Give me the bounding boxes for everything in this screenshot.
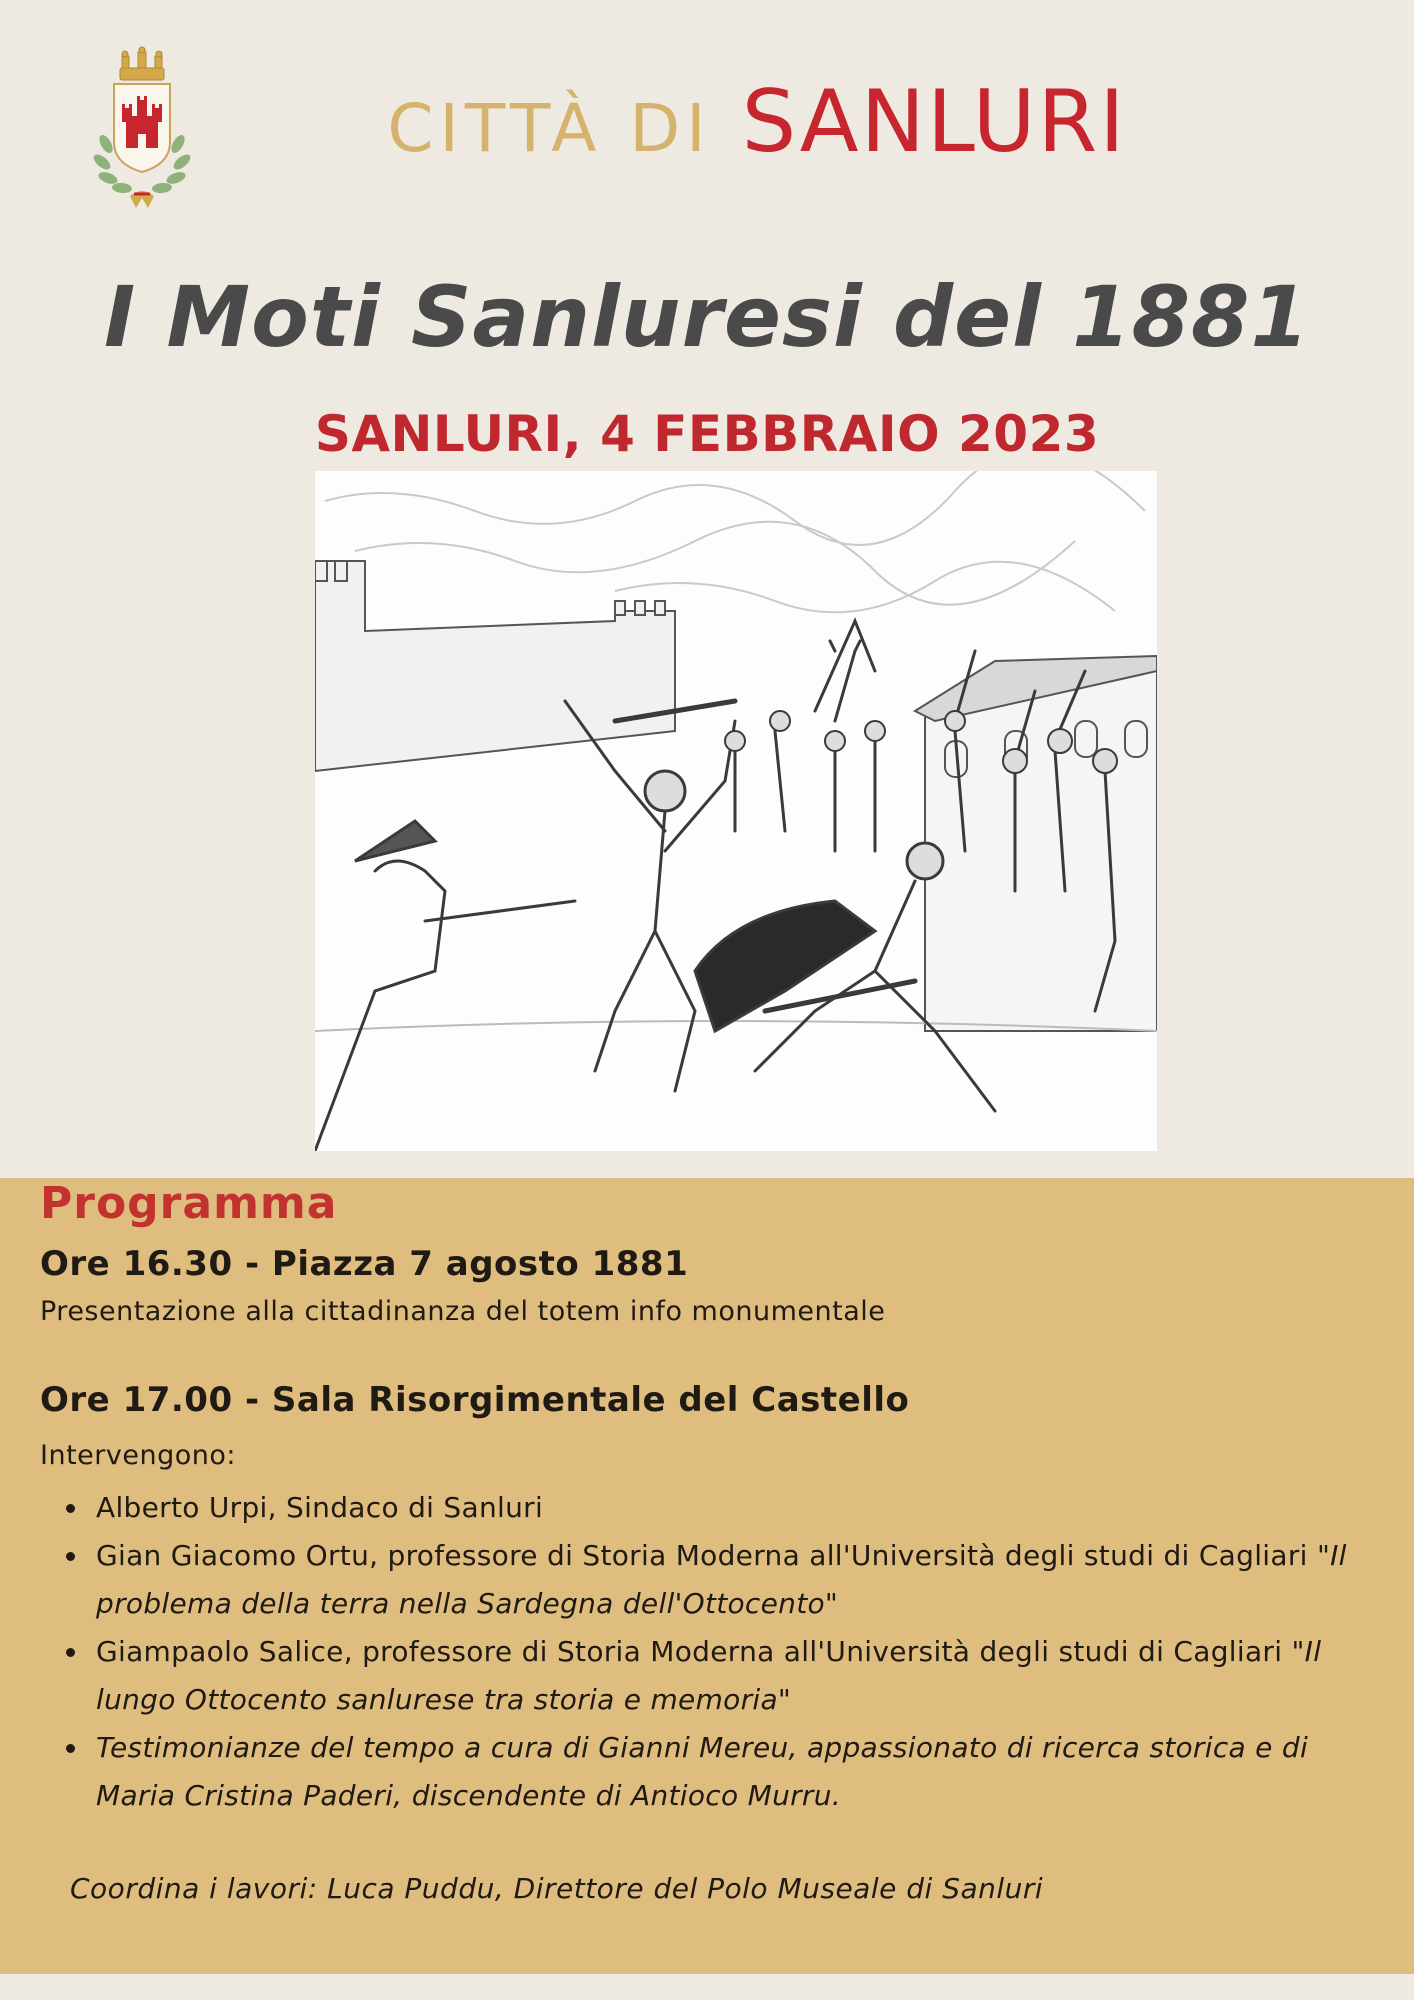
session-1-description: Presentazione alla cittadinanza del totem info monumentale [40, 1296, 886, 1327]
program-section [0, 1178, 1414, 1974]
speakers-intro: Intervengono: [40, 1440, 236, 1471]
bullet-icon [66, 1744, 75, 1753]
riot-illustration-icon [315, 471, 1157, 1151]
city-prefix: CITTÀ DI [387, 90, 712, 167]
speaker-item [66, 1724, 1386, 1820]
speaker-talk-title: "Il problema della terra nella Sardegna dell'Ottocento" [96, 1539, 1347, 1620]
speakers-list [66, 1484, 1386, 1820]
bullet-icon [66, 1648, 75, 1657]
speaker-talk-title: Testimonianze del tempo a cura di Gianni Mereu, appassionato di ricerca storica e di Maria Cristina Paderi, discendente di Antioco Murru. [96, 1731, 1309, 1812]
bullet-icon [66, 1552, 75, 1561]
city-name: SANLURI [741, 72, 1127, 172]
coordinator-note: Coordina i lavori: Luca Puddu, Direttore del Polo Museale di Sanluri [70, 1872, 1044, 1905]
session-2-title: Ore 17.00 - Sala Risorgimentale del Castello [40, 1380, 910, 1420]
speaker-item [66, 1532, 1386, 1628]
event-title: I Moti Sanluresi del 1881 [104, 268, 1310, 366]
city-header [0, 72, 1414, 172]
program-heading: Programma [40, 1178, 338, 1229]
speaker-text: Alberto Urpi, Sindaco di Sanluri [96, 1491, 544, 1524]
speaker-text: Gian Giacomo Ortu, professore di Storia Moderna all'Università degli studi di Cagliari [96, 1539, 1317, 1572]
bullet-icon [66, 1504, 75, 1513]
speaker-item [66, 1484, 1386, 1532]
session-1-title: Ore 16.30 - Piazza 7 agosto 1881 [40, 1244, 689, 1284]
event-date: SANLURI, 4 FEBBRAIO 2023 [314, 405, 1100, 463]
speaker-text: Giampaolo Salice, professore di Storia Moderna all'Università degli studi di Cagliari [96, 1635, 1292, 1668]
speaker-talk-title: "Il lungo Ottocento sanlurese tra storia e memoria" [96, 1635, 1322, 1716]
speaker-item [66, 1628, 1386, 1724]
